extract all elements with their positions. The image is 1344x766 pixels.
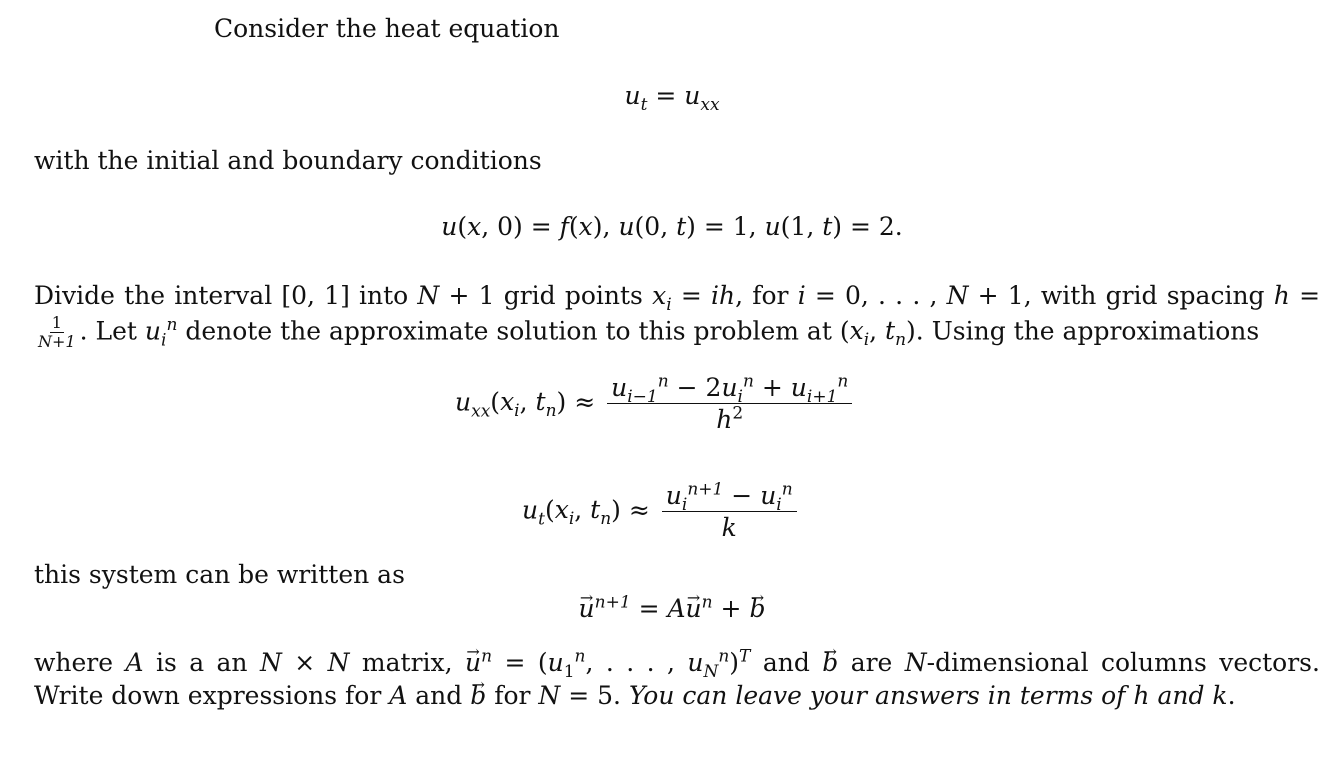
h-fraction: $\frac{1}{N+1}$ <box>38 313 76 352</box>
conditions-equation: u(x, 0) = f(x), u(0, t) = 1, u(1, t) = 2. <box>441 212 903 241</box>
system-intro: this system can be written as <box>34 560 405 589</box>
pde-equation: $u_t = u_{xx}$ <box>624 81 720 115</box>
approximation-ut: $u_t(x_i$, $t_n$) ≈ $\frac{u_i^{n+1} - u_i^n}{k}$ <box>522 480 801 550</box>
divide-paragraph-line2: $\frac{1}{N+1}$ . Let $u_i^n$ denote the approximate solution to this problem at ($x_i$, $t_n$). Using the approximations <box>38 313 1260 352</box>
final-paragraph-line2: Write down expressions for A and → b for N = 5. You can leave your answers in terms of h and k. <box>34 681 1236 711</box>
system-equation: → $u^{n+1} = A\to u^n$ + → b <box>0 594 1344 624</box>
divide-paragraph-line1: Divide the interval [0, 1] into N + 1 grid points $x_i$ = ih, for i = 0, . . . , N + 1, with grid spacing h = <box>34 281 1321 315</box>
conditions-intro: with the initial and boundary conditions <box>34 146 542 175</box>
approximation-uxx: $u_{xx}(x_i$, $t_n$) ≈ $\frac{u_{i-1}^n - 2u_i^n + u_{i+1}^n}{h^2}$ <box>455 372 856 442</box>
intro-text: Consider the heat equation <box>214 14 560 43</box>
uxx-fraction: $\frac{u_{i-1}^n - 2u_i^n + u_{i+1}^n}{h^2}$ <box>607 372 852 436</box>
ut-fraction: $\frac{u_i^{n+1} - u_i^n}{k}$ <box>662 480 797 544</box>
final-paragraph-line1: where A is a an N × N matrix, → $u^n = (u_1^n$, . . . , $u_N^n)^T$ and → b are N-dimensional columns vectors. <box>34 648 1320 678</box>
